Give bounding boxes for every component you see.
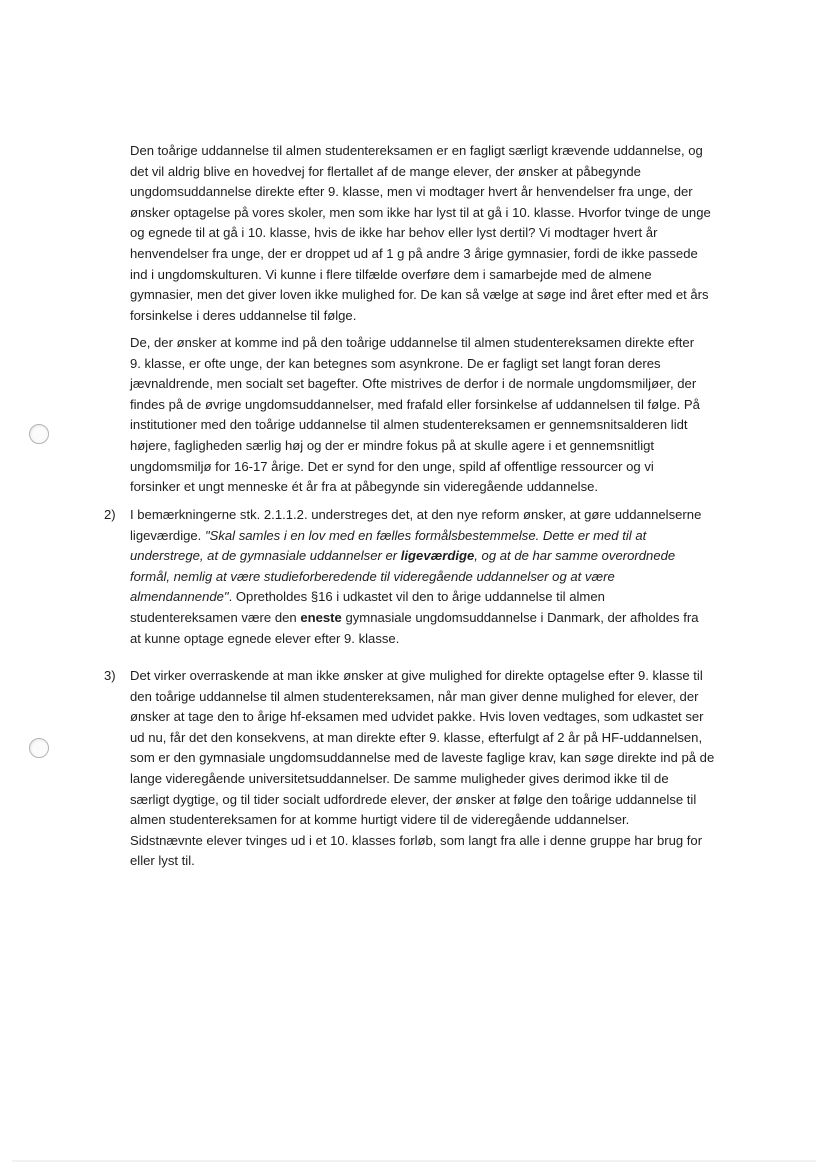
text-line: højere, fagligheden særlig høj og der er mindre fokus på at skulle agere i et gennemsnitligt bbox=[130, 437, 655, 453]
text-line: ud nu, får det den konsekvens, at man direkte efter 9. klasse, efterfulgt af 2 år på HF-uddannelsen, bbox=[130, 729, 703, 745]
text-line bbox=[130, 587, 750, 608]
punch-hole-top bbox=[29, 424, 49, 444]
text-line: lange videregående universitetsuddannelser. De samme muligheder gives derimod ikke til de bbox=[130, 770, 669, 786]
text-line: ind i ungdomskulturen. Vi kunne i flere tilfælde overføre dem i samarbejde med de almene bbox=[130, 266, 652, 282]
text-line: Sidstnævnte elever tvinges ud i et 10. klasses forløb, som langt fra alle i denne gruppe har brug for bbox=[130, 832, 703, 848]
punch-hole-bottom bbox=[29, 738, 49, 758]
text-line: jævnaldrende, men socialt set bagefter. Ofte mistrives de derfor i de normale ungdomsmiljøer, der bbox=[130, 376, 697, 392]
quote-text: , og at de har samme overordnede bbox=[474, 548, 676, 564]
list-number: 2) bbox=[104, 507, 116, 522]
paragraph-intro bbox=[130, 141, 750, 326]
text-run: studentereksamen være den bbox=[130, 609, 301, 625]
text-line: almen studentereksamen for at komme hurtigt videre til de videregående uddannelser. bbox=[130, 812, 630, 828]
quote-emphasis bbox=[401, 548, 475, 563]
quote-text: understrege, at de gymnasiale uddannelser er bbox=[130, 548, 401, 564]
bold-text: eneste bbox=[300, 609, 342, 625]
text-line: forsinkelse i deres uddannelse til følge. bbox=[130, 307, 357, 323]
text-line bbox=[130, 567, 750, 588]
text-line bbox=[130, 546, 750, 567]
text-line bbox=[130, 608, 750, 629]
quote-text: "Skal samles i en lov med en fælles formålsbestemmelse. Dette er med til at bbox=[204, 527, 647, 543]
text-run: ligeværdige. bbox=[130, 527, 205, 543]
text-line: særligt dygtige, og til tider socialt udfordrede elever, der ønsker at følge den toårige uddannelse til bbox=[130, 791, 697, 807]
text-line: Det virker overraskende at man ikke ønsker at give mulighed for direkte optagelse efter 9. klasse til bbox=[130, 668, 703, 683]
text-line: ønsker optagelse på vores skoler, men som ikke har lyst til at gå i 10. klasse. Hvorfor tvinge de unge bbox=[130, 204, 711, 220]
text-line: I bemærkningerne stk. 2.1.1.2. understreges det, at den nye reform ønsker, at gøre uddannelserne bbox=[130, 507, 702, 522]
text-run: . Opretholdes §16 i udkastet vil den to årige uddannelse til almen bbox=[228, 589, 605, 605]
text-run: gymnasiale ungdomsuddannelse i Danmark, der afholdes fra bbox=[341, 609, 699, 625]
text-line: forsinker et ungt menneske ét år fra at påbegynde sin videregående uddannelse. bbox=[130, 479, 599, 495]
text-line: henvendelser fra unge, der er droppet ud af 1 g på andre 3 årige gymnasier, fordi de ikke passede bbox=[130, 245, 698, 261]
list-item-text bbox=[130, 666, 750, 872]
text-line: og egnede til at gå i 10. klasse, hvis de ikke har behov eller lyst dertil? Vi modtager hvert år bbox=[130, 225, 658, 241]
text-line: findes på de øvrige ungdomsuddannelser, med frafald eller forsinkelse af uddannelsen til følge. På bbox=[130, 396, 700, 412]
text-line: institutioner med den toårige uddannelse til almen studentereksamen er gennemsnitsalderen lidt bbox=[130, 417, 688, 433]
text-line: ungdomsuddannelse direkte efter 9. klasse, men vi modtager hvert år henvendelser fra unge, der bbox=[130, 184, 693, 200]
page-bottom-edge bbox=[12, 1160, 816, 1162]
text-line bbox=[130, 526, 750, 547]
quote-text: almendannende" bbox=[130, 589, 229, 605]
list-item-text bbox=[130, 505, 750, 649]
text-line: eller lyst til. bbox=[130, 853, 195, 869]
text-line: at kunne optage egnede elever efter 9. klasse. bbox=[130, 630, 400, 646]
paragraph-asynchronous bbox=[130, 333, 750, 498]
text-line: gymnasier, men det giver loven ikke mulighed for. De kan så vælge at søge ind året efter med et års bbox=[130, 287, 709, 303]
text-line: ungdomsmiljø for 16-17 årige. Det er synd for den unge, spild af offentlige ressourcer og vi bbox=[130, 458, 654, 474]
bold-text: ligeværdige bbox=[400, 548, 475, 564]
text-line: ønsker at tage den to årige hf-eksamen med udvidet pakke. Hvis loven vedtages, som udkastet ser bbox=[130, 709, 704, 725]
text-line: 9. klasse, er ofte unge, der kan betegnes som asynkrone. De er fagligt set langt foran deres bbox=[130, 355, 661, 371]
text-line: som er den gymnasiale ungdomsuddannelse med de laveste faglige krav, kan søge direkte ind på de bbox=[130, 750, 715, 766]
text-line: Den toårige uddannelse til almen studentereksamen er en fagligt særligt krævende uddannelse, og bbox=[130, 143, 703, 158]
text-line: De, der ønsker at komme ind på den toårige uddannelse til almen studentereksamen direkte efter bbox=[130, 335, 695, 350]
text-line: det vil aldrig blive en hovedvej for flertallet af de mange elever, der ønsker at påbegynde bbox=[130, 163, 641, 179]
text-line: den toårige uddannelse til almen studentereksamen, når man giver denne mulighed for elever, der bbox=[130, 688, 699, 704]
quote-text: formål, nemlig at være studieforberedende til videregående uddannelser og at være bbox=[130, 568, 615, 584]
list-number: 3) bbox=[104, 668, 116, 683]
